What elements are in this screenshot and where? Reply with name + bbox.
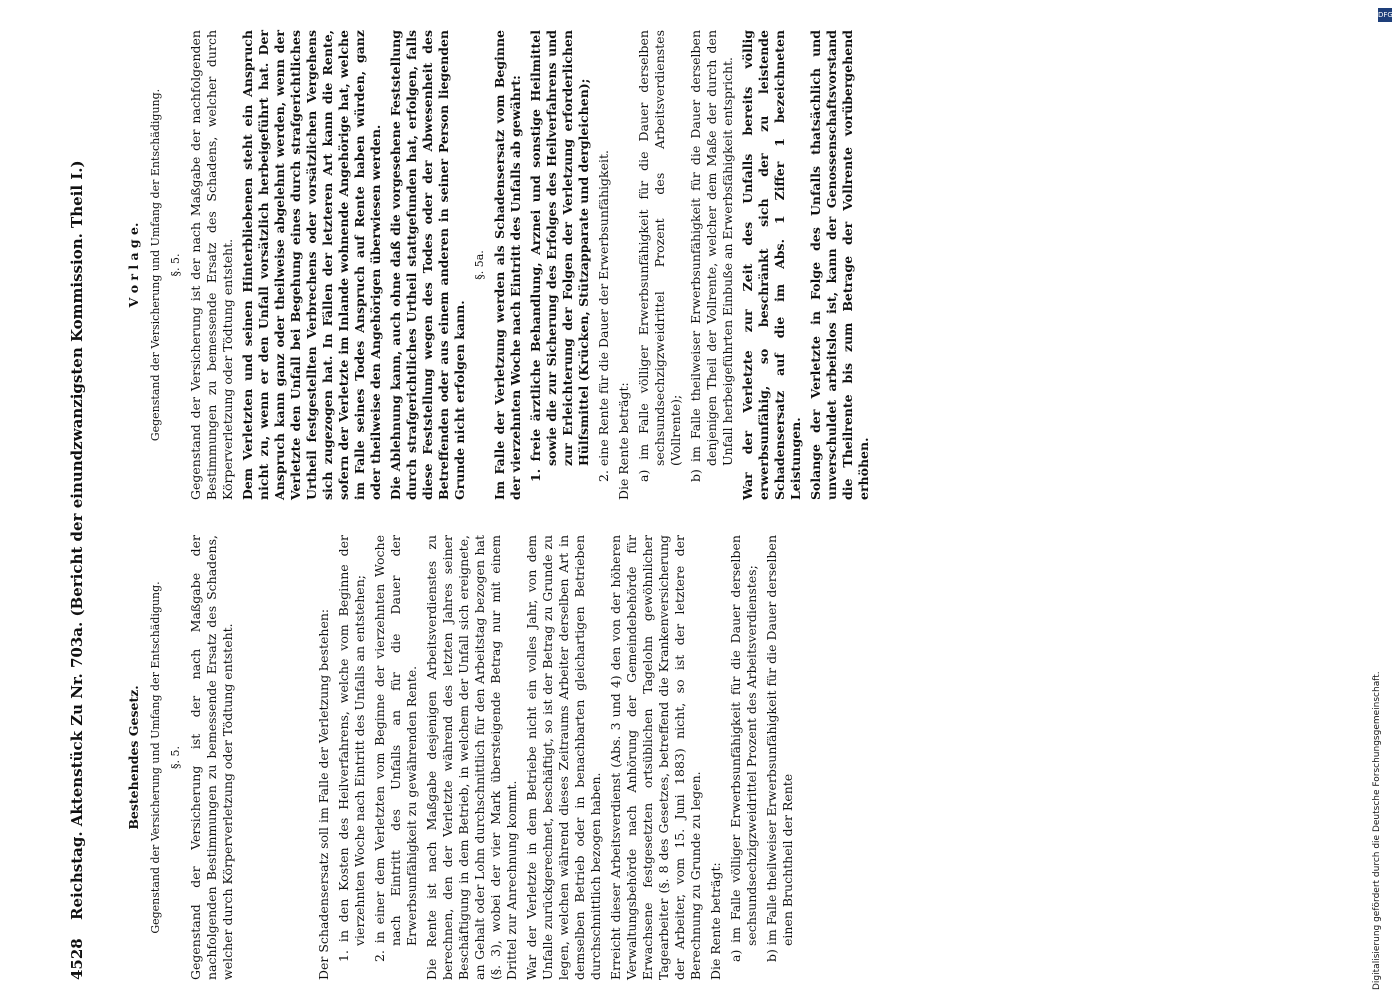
right-paragraph: 2. eine Rente für die Dauer der Erwerbsunfähigkeit. [596,150,611,482]
right-column [120,30,876,500]
right-paragraph: Solange der Verletzte in Folge des Unfalls thatsächlich und unverschuldet arbeitslos ist, kann der Genossenschaftsvorstand die Theilrente bis zum Betrage der Vollrente vorübergehend erhöhen. [808,30,871,500]
left-heading: Bestehendes Gesetz. [126,685,141,830]
right-heading: V o r l a g e. [126,222,141,308]
left-paragraph: a) im Falle völliger Erwerbsunfähigkeit für die Dauer derselben sechsundsechzigzweidrittel Prozent des Arbeitsverdienstes; [728,535,759,962]
right-paragraph: b) im Falle theilweiser Erwerbsunfähigkeit für die Dauer derselben denjenigen Theil der Vollrente, welcher dem Maße der durch den Unfall herbeigeführten Einbuße an Erwerbsfähigkeit entspricht. [688,30,735,482]
right-paragraph: Dem Verletzten und seinen Hinterbliebenen steht ein Anspruch nicht zu, wenn er den Unfall vorsätzlich herbeigeführt hat. Der Anspruch kann ganz oder theilweise abgelehnt werden, wenn der Verletzte den Unfall bei Begehung eines durch strafgerichtliches Urtheil festgestellten Verbrechens oder vorsätzlichen Vergehens sich zugezogen hat. In Fällen der letzteren Art kann die Rente, sofern der Verletzte im Inlande wohnende Angehörige hat, welche im Falle seines Todes Anspruch auf Rente haben würden, ganz oder theilweise den Angehörigen überwiesen werden. [240,30,383,500]
left-paragraph: 1. in den Kosten des Heilverfahrens, welche vom Beginne der vierzehnten Woche nach Eintritt des Unfalls an entstehen; [336,535,367,962]
left-column [120,535,800,980]
left-caption: Gegenstand der Versicherung und Umfang der Entschädigung. [149,581,162,934]
left-paragraph: Die Rente ist nach Maßgabe desjenigen Arbeitsverdienstes zu berechnen, den der Verletzte während des letzten Jahres seiner Beschäftigung in dem Betrieb, in welchem der Unfall sich ereignete, an Gehalt oder Lohn durchschnittlich für den Arbeitstag bezogen hat (§. 3), wobei der vier Mark übersteigende Betrag nur mit einem Drittel zur Anrechnung kommt. [424,535,519,980]
left-paragraph: 2. in einer dem Verletzten vom Beginne der vierzehnten Woche nach Eintritt des Unfalls an für die Dauer der Erwerbsunfähigkeit zu gewährenden Rente. [372,535,419,962]
right-section-5a: §. 5a. [473,250,486,280]
page-header [60,20,100,980]
right-paragraph: Im Falle der Verletzung werden als Schadensersatz vom Beginne der vierzehnten Woche nach Eintritt des Unfalls ab gewährt: [492,30,523,500]
rotated-page-content [60,20,1380,980]
left-paragraph: Die Rente beträgt: [708,862,723,980]
right-paragraph: Die Ablehnung kann, auch ohne daß die vorgesehene Feststellung durch strafgerichtliches Urtheil stattgefunden hat, erfolgen, falls diese Feststellung wegen des Todes oder der Abwesenheit des Betreffenden oder aus einem anderen in seiner Person liegenden Grunde nicht erfolgen kann. [388,30,467,500]
right-paragraph: War der Verletzte zur Zeit des Unfalls bereits völlig erwerbsunfähig, so beschränkt sich der zu leistende Schadensersatz auf die im Abs. 1 Ziffer 1 bezeichneten Leistungen. [740,30,803,500]
right-caption: Gegenstand der Versicherung und Umfang der Entschädigung. [149,88,162,442]
page-title: Reichstag. Aktenstück Zu Nr. 703a. (Bericht der einundzwanzigsten Kommission. Theil I.) [68,160,86,920]
dfg-logo: DFG [1378,8,1392,22]
left-paragraph: War der Verletzte in dem Betriebe nicht ein volles Jahr, von dem Unfalle zurückgerechnet, beschäftigt, so ist der Betrag zu Grunde zu legen, welchen während dieses Zeitraums Arbeiter derselben Art in demselben Betrieb oder in benachbarten gleichartigen Betrieben durchschnittlich bezogen haben. [524,535,603,980]
page-number: 4528 [68,938,86,980]
right-section: §. 5. [169,253,182,277]
right-paragraph: 1. freie ärztliche Behandlung, Arznei und sonstige Heilmittel sowie die zur Sicherung des Erfolges des Heilverfahrens und zur Erleichterung der Folgen der Verletzung erforderlichen Hülfsmittel (Krücken, Stützapparate und dergleichen); [528,30,591,482]
left-paragraph: Erreicht dieser Arbeitsverdienst (Abs. 3 und 4) den von der höheren Verwaltungsbehörde nach Anhörung der Gemeindebehörde für Erwachsene festgesetzten ortsüblichen Tagelohn gewöhnlicher Tagearbeiter (§. 8 des Gesetzes, betreffend die Krankenversicherung der Arbeiter, vom 15. Juni 1883) nicht, so ist der letztere der Berechnung zu Grunde zu legen. [608,535,703,980]
right-paragraph: Gegenstand der Versicherung ist der nach Maßgabe der nachfolgenden Bestimmungen zu bemessende Ersatz des Schadens, welcher durch Körperverletzung oder Tödtung entsteht. [188,30,235,500]
right-paragraph: Die Rente beträgt: [616,382,631,500]
left-paragraph: Der Schadensersatz soll im Falle der Verletzung bestehen: [316,608,331,980]
right-paragraph: a) im Falle völliger Erwerbsunfähigkeit für die Dauer derselben sechsundsechzigzweidrittel Prozent des Arbeitsverdienstes (Vollrente); [636,30,683,482]
left-section: §. 5. [169,746,182,769]
left-paragraph: Gegenstand der Versicherung ist der nach Maßgabe der nachfolgenden Bestimmungen zu bemessende Ersatz des Schadens, welcher durch Körperverletzung oder Tödtung entsteht. [188,535,235,980]
left-paragraph: b) im Falle theilweiser Erwerbsunfähigkeit für die Dauer derselben einen Bruchtheil der Rente [764,535,795,962]
digitization-credit: Digitalisierung gefördert durch die Deutsche Forschungsgemeinschaft. [1372,671,1382,990]
